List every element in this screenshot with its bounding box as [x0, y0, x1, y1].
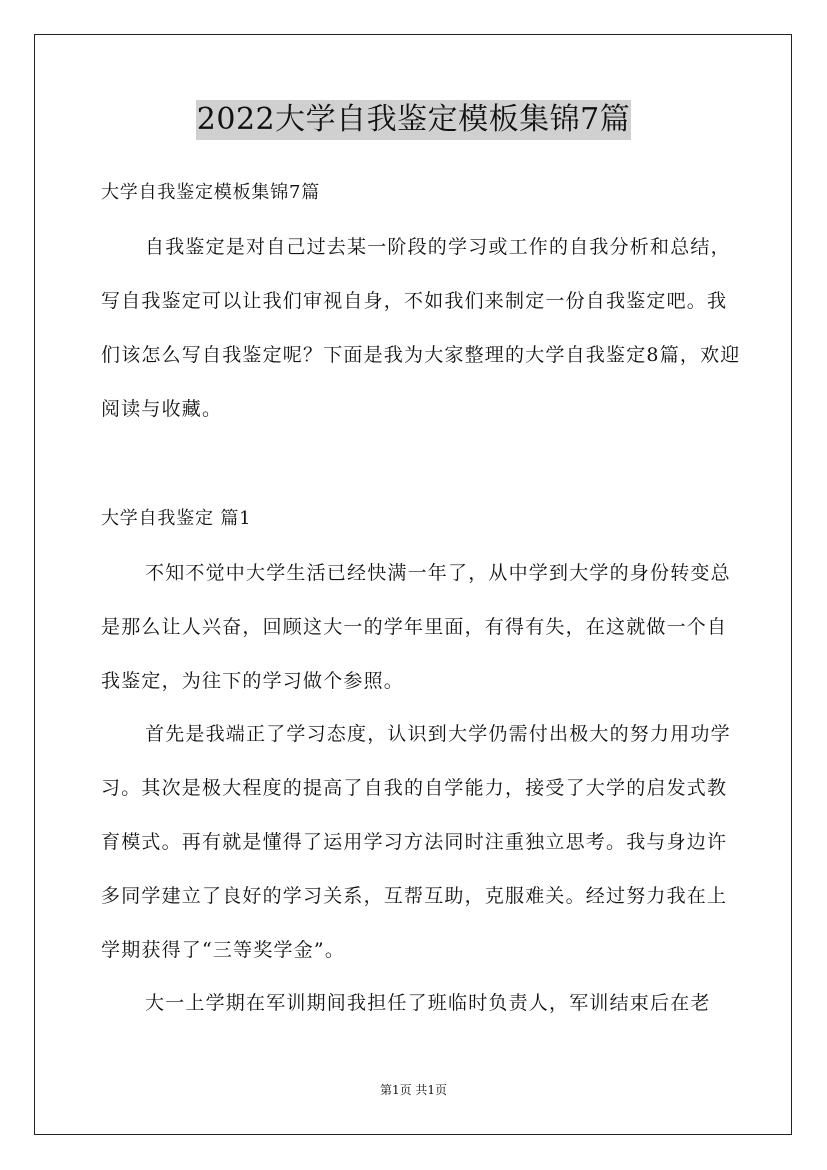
body-paragraph-1: 不知不觉中大学生活已经快满一年了，从中学到大学的身份转变总是那么让人兴奋，回顾这大一的学年里面，有得有失，在这就做一个自我鉴定，为往下的学习做个参照。 [101, 562, 731, 692]
intro-paragraph: 自我鉴定是对自己过去某一阶段的学习或工作的自我分析和总结，写自我鉴定可以让我们审视自身，不如我们来制定一份自我鉴定吧。我们该怎么写自我鉴定呢？下面是我为大家整理的大学自我鉴定8篇，欢迎阅读与收藏。 [101, 236, 741, 420]
body-paragraph-3: 大一上学期在军训期间我担任了班临时负责人，军训结束后在老 [145, 992, 711, 1014]
body-paragraph-2: 首先是我端正了学习态度，认识到大学仍需付出极大的努力用功学习。其次是极大程度的提高了自我的自学能力，接受了大学的启发式教育模式。再有就是懂得了运用学习方法同时注重独立思考。我与身边许多同学建立了良好的学习关系，互帮互助，克服难关。经过努力我在上学期获得了“三等奖学金”。 [101, 723, 731, 961]
title-wrapper [0, 100, 827, 140]
page-footer: 第1页 共1页 [379, 1083, 448, 1097]
document-title: 2022大学自我鉴定模板集锦7篇 [196, 100, 631, 140]
section-heading: 大学自我鉴定 篇1 [101, 508, 252, 529]
document-subtitle: 大学自我鉴定模板集锦7篇 [101, 182, 321, 203]
